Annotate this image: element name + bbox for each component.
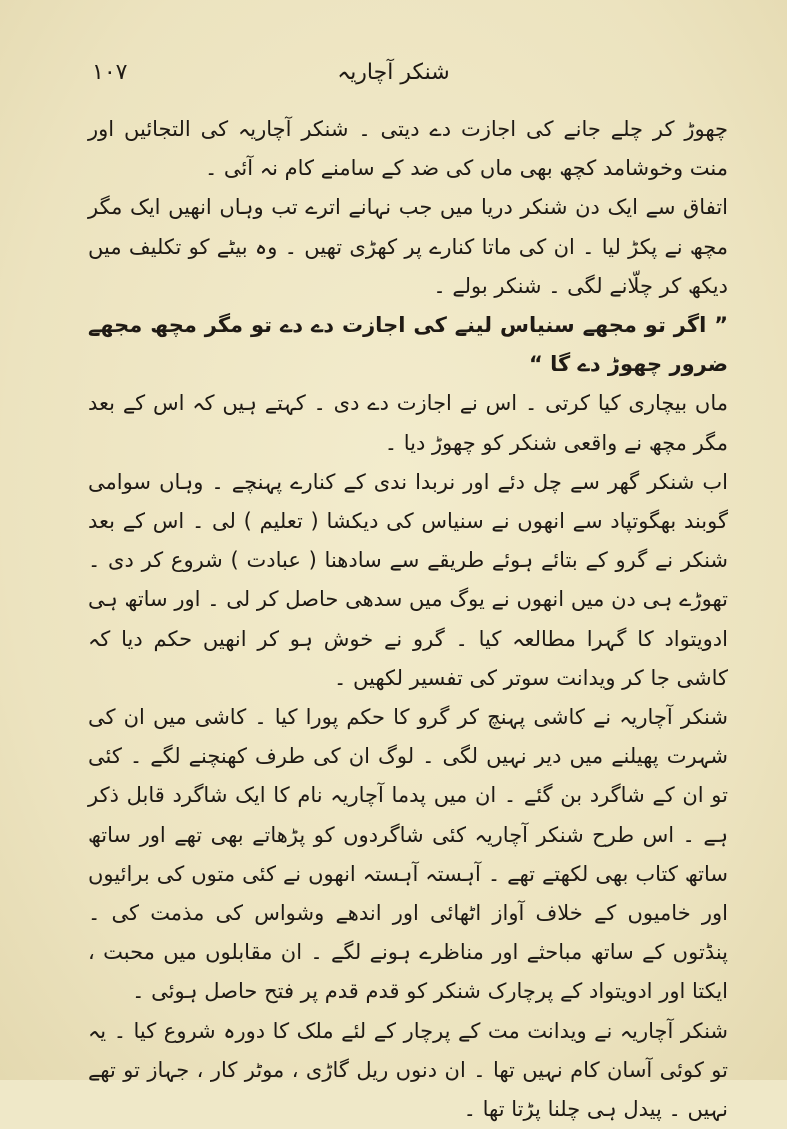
paragraph: شنکر آچاریہ نے ویدانت مت کے پرچار کے لئے ملک کا دورہ شروع کیا ۔ یہ تو کوئی آسان کام نہیں تھا ۔ ان دنوں ریل گاڑی ، موٹر کار ، جہاز تو تھے نہیں ۔ پیدل ہی چلنا پڑتا تھا ۔ xyxy=(88,1018,728,1122)
paragraph: چھوڑ کر چلے جانے کی اجازت دے دیتی ۔ شنکر آچاریہ کی التجائیں اور منت وخوشامد کچھ بھی ماں کی ضد کے سامنے کام نہ آئی ۔ xyxy=(88,117,728,181)
paragraph: اب شنکر گھر سے چل دئے اور نربدا ندی کے کنارے پہنچے ۔ وہاں سوامی گوبند بھگوتپاد سے انھوں نے سنیاس کی دیکشا ( تعلیم ) لی ۔ اس کے بعد شنکر نے گرو کے بتائے ہوئے طریقے سے سادھنا ( عبادت ) شروع کر دی ۔ تھوڑے ہی دن میں انھوں نے یوگ میں سدھی حاصل کر لی ۔ اور ساتھ ہی ادویتواد کا گہرا مطالعہ کیا ۔ گرو نے خوش ہو کر انھیں حکم دیا کہ کاشی جا کر ویدانت سوتر کی تفسیر لکھیں ۔ xyxy=(88,469,728,690)
page-number: ۱۰۷ xyxy=(92,60,128,85)
paragraph: ماں بیچاری کیا کرتی ۔ اس نے اجازت دے دی ۔ کہتے ہیں کہ اس کے بعد مگر مچھ نے واقعی شنکر کو چھوڑ دیا ۔ xyxy=(88,391,728,455)
quote-paragraph: ” اگر تو مجھے سنیاس لینے کی اجازت دے دے تو مگر مچھ مجھے ضرور چھوڑ دے گا “ xyxy=(88,313,728,377)
running-head: شنکر آچاریہ xyxy=(337,60,450,85)
paragraph: شنکر آچاریہ نے کاشی پہنچ کر گرو کا حکم پورا کیا ۔ کاشی میں ان کی شہرت پھیلنے میں دیر نہیں لگی ۔ لوگ ان کی طرف کھنچنے لگے ۔ کئی تو ان کے شاگرد بن گئے ۔ ان میں پدما آچاریہ نام کا ایک شاگرد قابل ذکر ہے ۔ اس طرح شنکر آچاریہ کئی شاگردوں کو پڑھاتے بھی تھے اور ساتھ ساتھ کتاب بھی لکھتے تھے ۔ آہستہ آہستہ انھوں نے کئی متوں کی برائیوں اور خامیوں کے خلاف آواز اٹھائی اور اندھے وشواس کی مذمت کی ۔ پنڈتوں کے ساتھ مباحثے اور مناظرے ہونے لگے ۔ ان مقابلوں میں محبت ، ایکتا اور ادویتواد کے پرچارک شنکر کو قدم قدم پر فتح حاصل ہوئی ۔ xyxy=(88,705,728,1004)
body-text xyxy=(88,110,728,1129)
paragraph: اتفاق سے ایک دن شنکر دریا میں جب نہانے اترے تب وہاں انھیں ایک مگر مچھ نے پکڑ لیا ۔ ان کی ماتا کنارے پر کھڑی تھیں ۔ وہ بیٹے کو تکلیف میں دیکھ کر چلّانے لگی ۔ شنکر بولے ۔ xyxy=(88,195,728,298)
